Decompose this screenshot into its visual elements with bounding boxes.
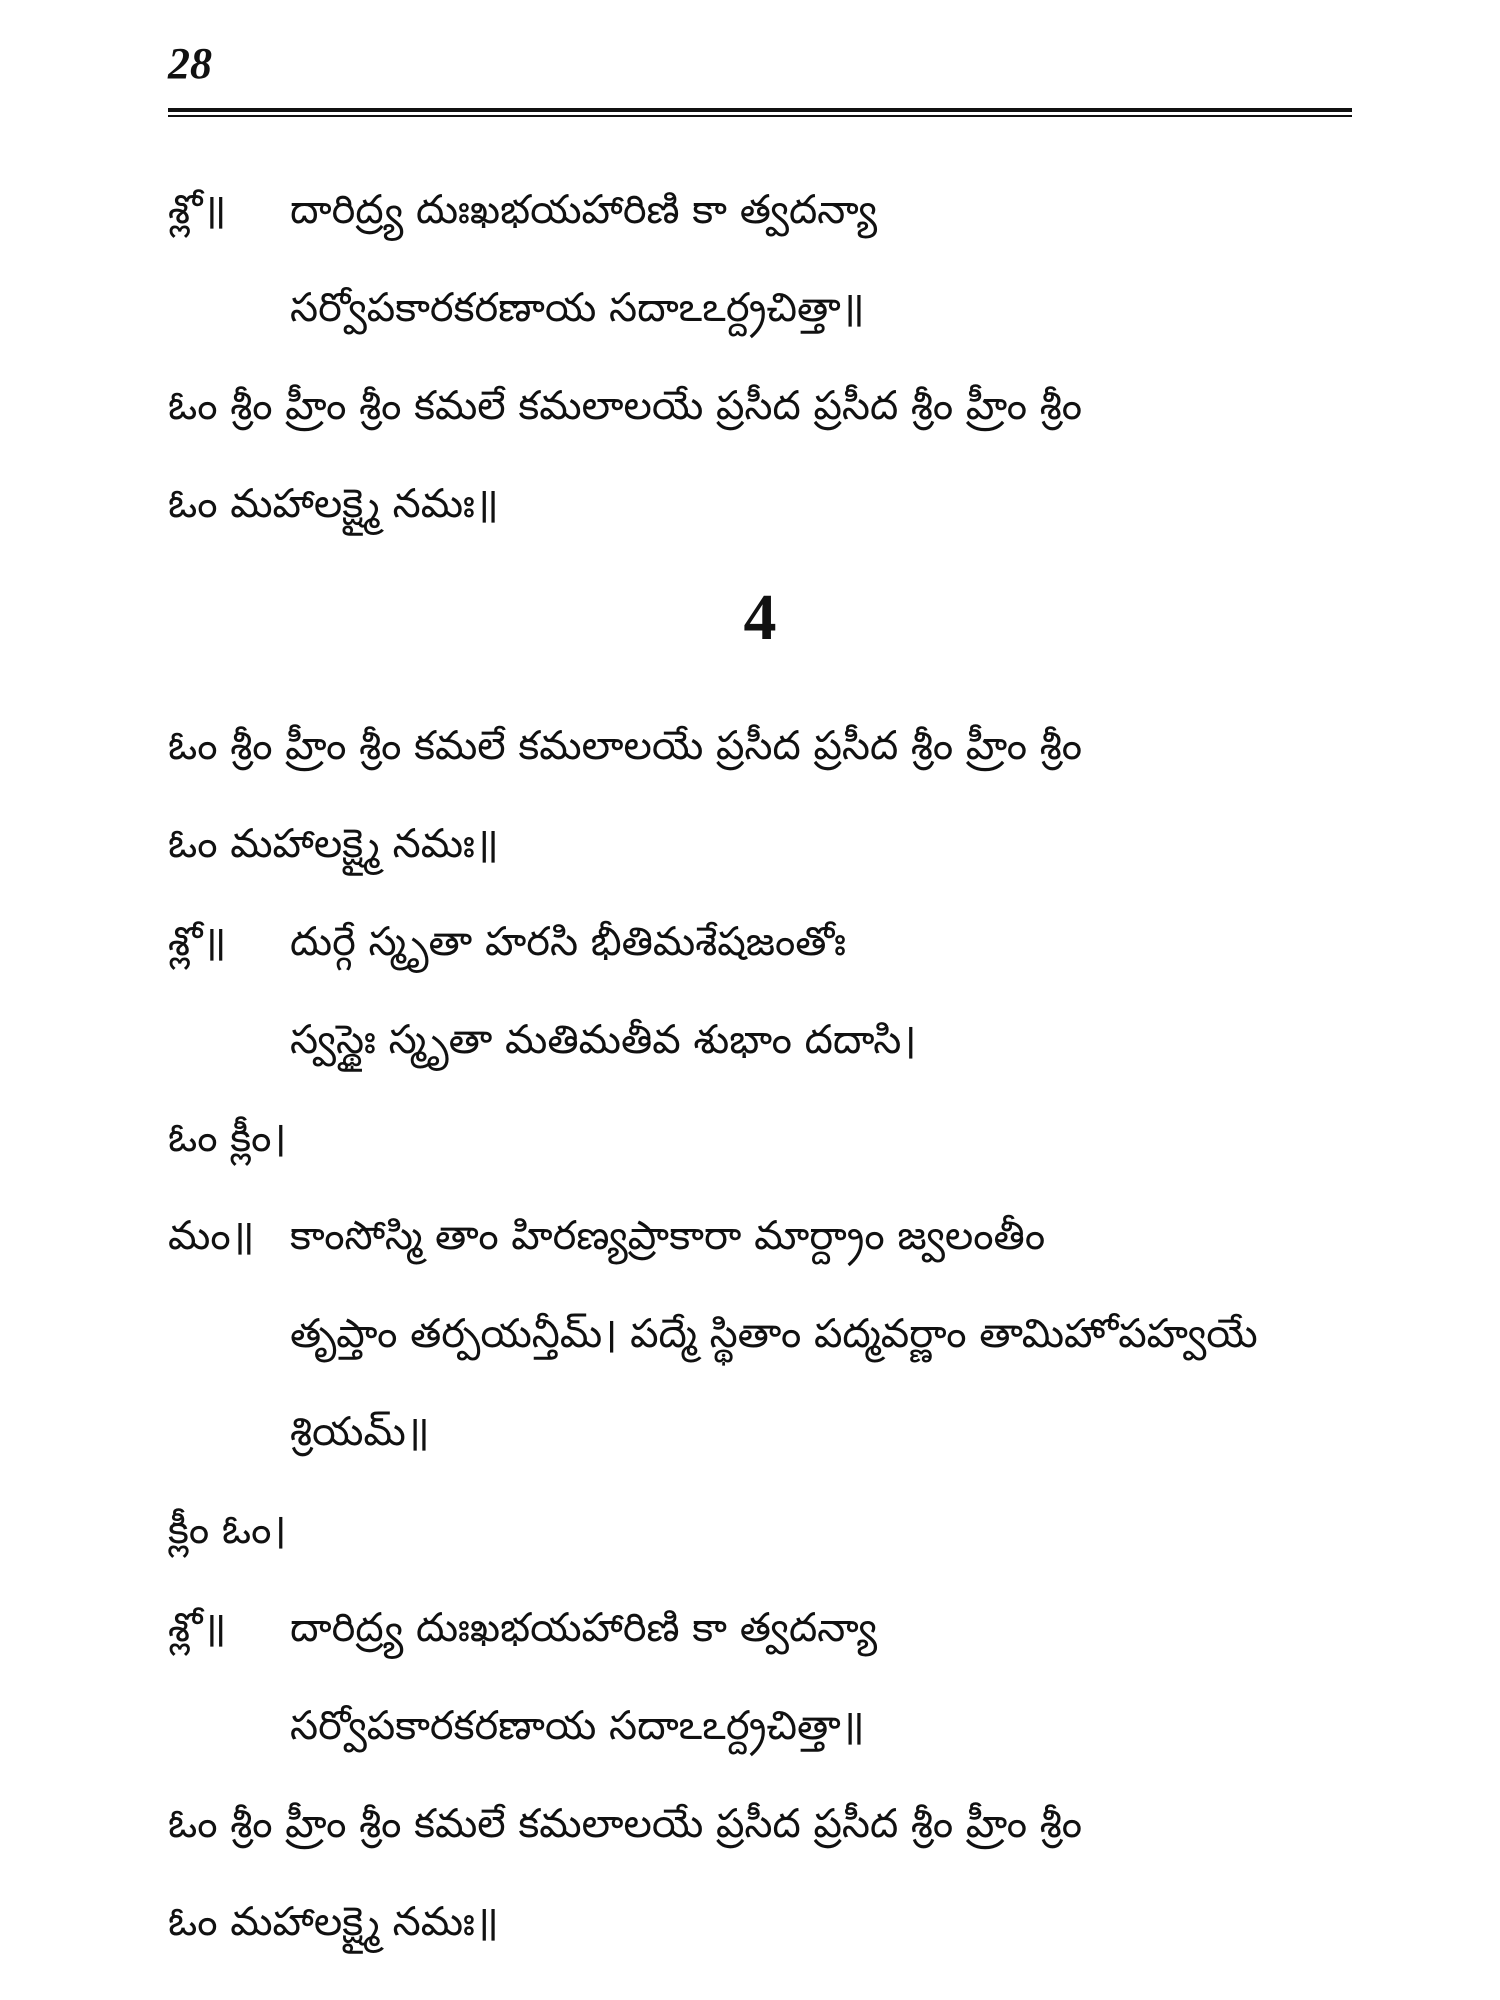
sloka-line: దారిద్ర్య దుఃఖభయహారిణి కా త్వదన్యా xyxy=(290,187,878,233)
sloka-line: స్వస్థైః స్మృతా మతిమతీవ శుభాం దదాసి। xyxy=(290,1017,917,1063)
mantra-line: తృప్తాం తర్పయన్తీమ్। పద్మే స్థితాం పద్మవర్ణాం తామిహోపహ్వయే xyxy=(290,1311,1258,1357)
header-rule-thin xyxy=(168,115,1352,117)
mantra-line: ఓం మహాలక్ష్మై నమః॥ xyxy=(168,481,499,527)
mantra-line: కాంసోస్మి తాం హిరణ్యప్రాకారా మార్ద్రాం జ్వలంతీం xyxy=(290,1213,1046,1259)
section-number: 4 xyxy=(743,581,777,654)
mantra-line: శ్రియమ్॥ xyxy=(290,1409,430,1455)
mantra-marker: మం॥ xyxy=(168,1213,255,1259)
sloka-line: సర్వోపకారకరణాయ సదాఽఽర్ద్రచిత్తా॥ xyxy=(290,1703,865,1749)
sloka-marker: శ్లో॥ xyxy=(168,919,227,965)
sloka-line: సర్వోపకారకరణాయ సదాఽఽర్ద్రచిత్తా॥ xyxy=(290,285,865,331)
mantra-line: ఓం శ్రీం హ్రీం శ్రీం కమలే కమలాలయే ప్రసీద ప్రసీద శ్రీం హ్రీం శ్రీం xyxy=(168,723,1083,769)
mantra-line: ఓం శ్రీం హ్రీం శ్రీం కమలే కమలాలయే ప్రసీద ప్రసీద శ్రీం హ్రీం శ్రీం xyxy=(168,1801,1083,1847)
mantra-line: ఓం శ్రీం హ్రీం శ్రీం కమలే కమలాలయే ప్రసీద ప్రసీద శ్రీం హ్రీం శ్రీం xyxy=(168,383,1083,429)
sloka-line: దారిద్ర్య దుఃఖభయహారిణి కా త్వదన్యా xyxy=(290,1605,878,1651)
page-number: 28 xyxy=(168,39,212,88)
mantra-line: ఓం క్లీం। xyxy=(168,1115,287,1161)
header-rule-thick xyxy=(168,108,1352,112)
mantra-line: ఓం మహాలక్ష్మై నమః॥ xyxy=(168,821,499,867)
mantra-line: ఓం మహాలక్ష్మై నమః॥ xyxy=(168,1899,499,1945)
mantra-line: క్లీం ఓం। xyxy=(168,1507,287,1553)
sloka-marker: శ్లో॥ xyxy=(168,1605,227,1651)
sloka-line: దుర్గే స్మృతా హరసి భీతిమశేషజంతోః xyxy=(290,919,846,965)
sloka-marker: శ్లో॥ xyxy=(168,187,227,233)
